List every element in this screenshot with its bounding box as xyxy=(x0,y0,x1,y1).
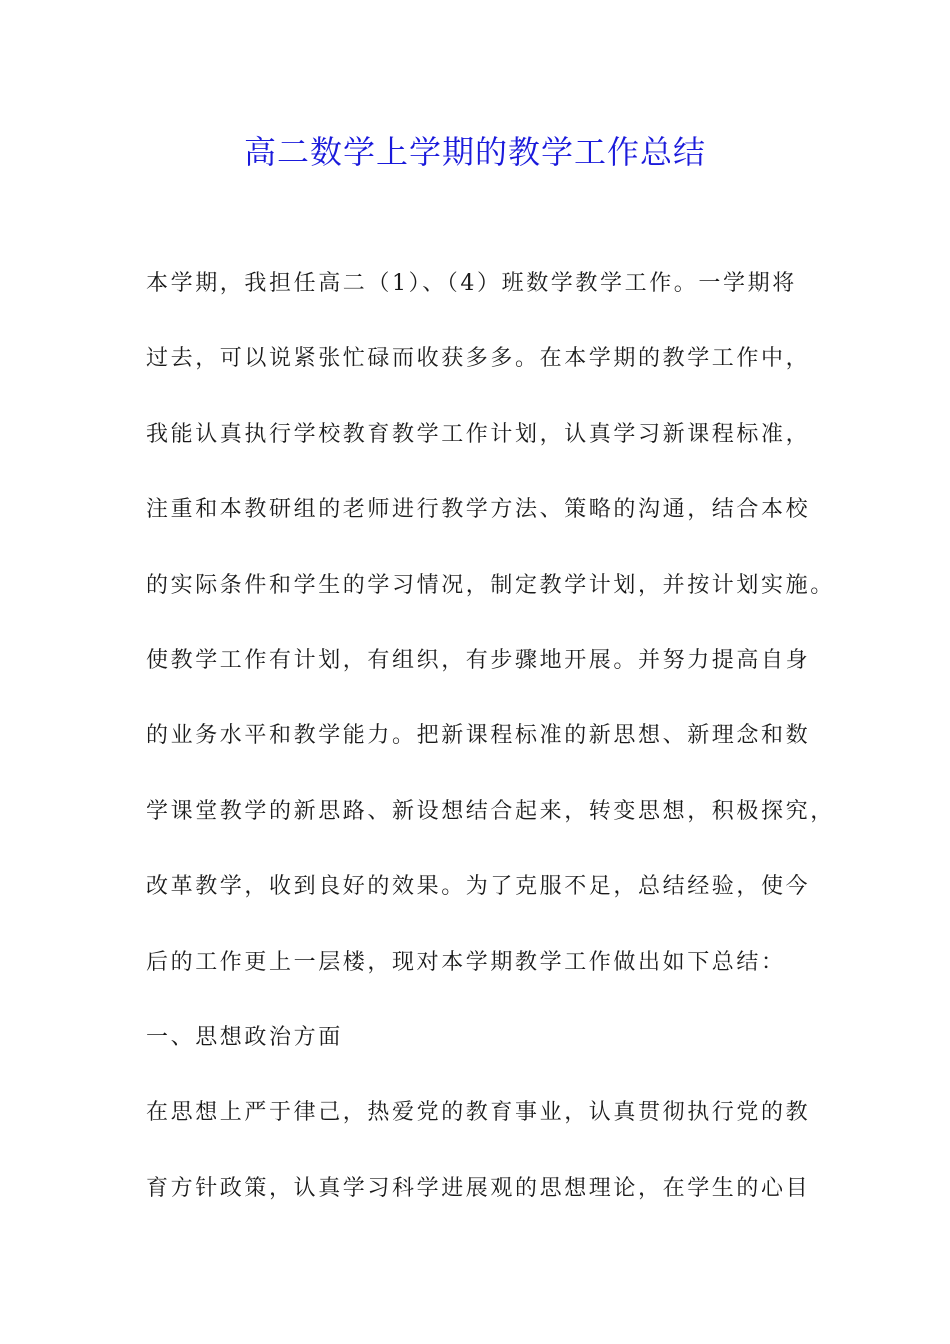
paragraph-line: 改革教学，收到良好的效果。为了克服不足，总结经验，使今 xyxy=(146,874,811,900)
paragraph-line: 本学期，我担任高二（1）、（4）班数学教学工作。一学期将 xyxy=(146,271,797,296)
document-body xyxy=(146,264,846,1244)
paragraph-line: 注重和本教研组的老师进行教学方法、策略的沟通，结合本校 xyxy=(146,497,811,523)
paragraph-line: 在思想上严于律己，热爱党的教育事业，认真贯彻执行党的教 xyxy=(146,1100,811,1126)
paragraph-line: 学课堂教学的新思路、新设想结合起来，转变思想，积极探究， xyxy=(146,798,835,824)
paragraph-line: 育方针政策，认真学习科学进展观的思想理论，在学生的心目 xyxy=(146,1175,811,1201)
paragraph-line: 过去，可以说紧张忙碌而收获多多。在本学期的教学工作中， xyxy=(146,346,811,372)
document-title: 高二数学上学期的教学工作总结 xyxy=(243,133,706,171)
paragraph-line: 的实际条件和学生的学习情况，制定教学计划，并按计划实施。 xyxy=(146,572,835,598)
paragraph-line: 的业务水平和教学能力。把新课程标准的新思想、新理念和数 xyxy=(146,723,811,749)
paragraph-line: 后的工作更上一层楼，现对本学期教学工作做出如下总结： xyxy=(146,949,786,975)
paragraph-line: 我能认真执行学校教育教学工作计划，认真学习新课程标准， xyxy=(146,421,811,447)
section-heading: 一、思想政治方面 xyxy=(146,1024,343,1050)
paragraph-line: 使教学工作有计划，有组织，有步骤地开展。并努力提高自身 xyxy=(146,647,811,673)
